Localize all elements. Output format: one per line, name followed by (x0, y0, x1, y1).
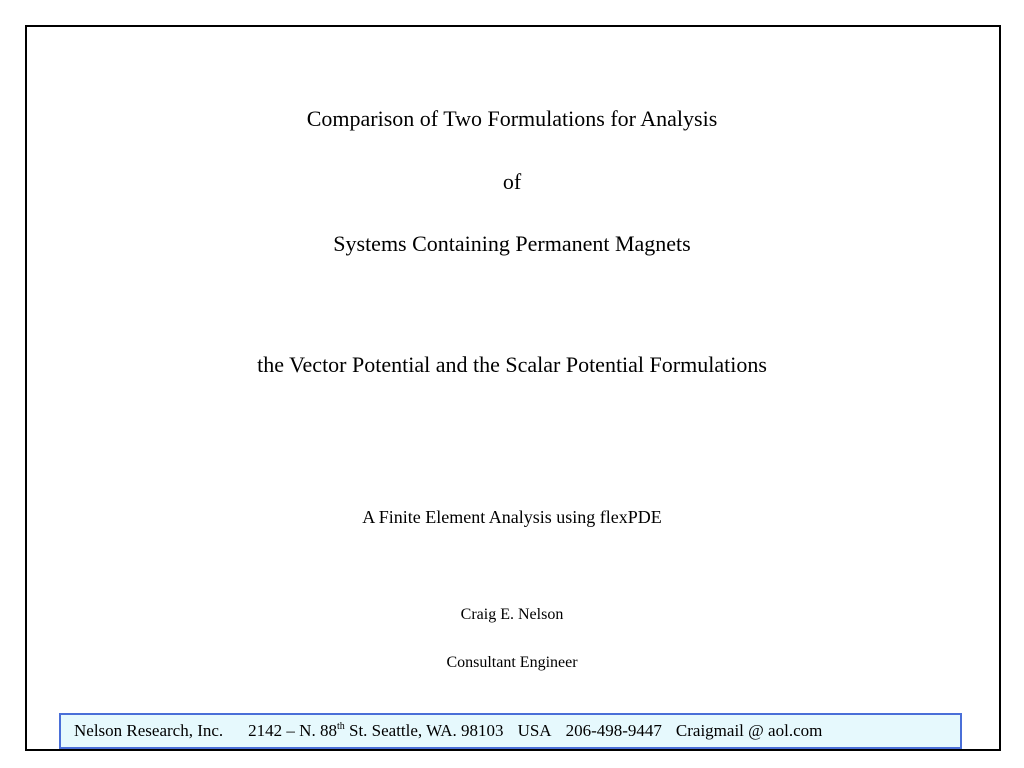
title-line-2: of (502, 169, 522, 194)
title-line-3: Systems Containing Permanent Magnets (333, 231, 691, 256)
footer-street-rest: St. Seattle, WA. 98103 (344, 721, 504, 740)
footer-street-suffix: th (336, 721, 345, 732)
title-line-1: Comparison of Two Formulations for Analysis (306, 106, 718, 131)
formulations-subtitle: the Vector Potential and the Scalar Potential Formulations (257, 352, 767, 377)
analysis-subtitle: A Finite Element Analysis using flexPDE (362, 507, 662, 527)
footer-email: Craigmail @ aol.com (675, 721, 823, 740)
author-role: Consultant Engineer (446, 654, 578, 671)
slide-frame (25, 25, 1001, 751)
footer-street-number: 2142 – N. 88 (248, 721, 337, 740)
footer-company: Nelson Research, Inc. (74, 721, 224, 740)
footer-phone: 206-498-9447 (565, 721, 662, 740)
footer-address (248, 715, 503, 747)
author-name: Craig E. Nelson (460, 606, 564, 623)
footer-contact-box (59, 713, 962, 749)
footer-country: USA (517, 721, 552, 740)
